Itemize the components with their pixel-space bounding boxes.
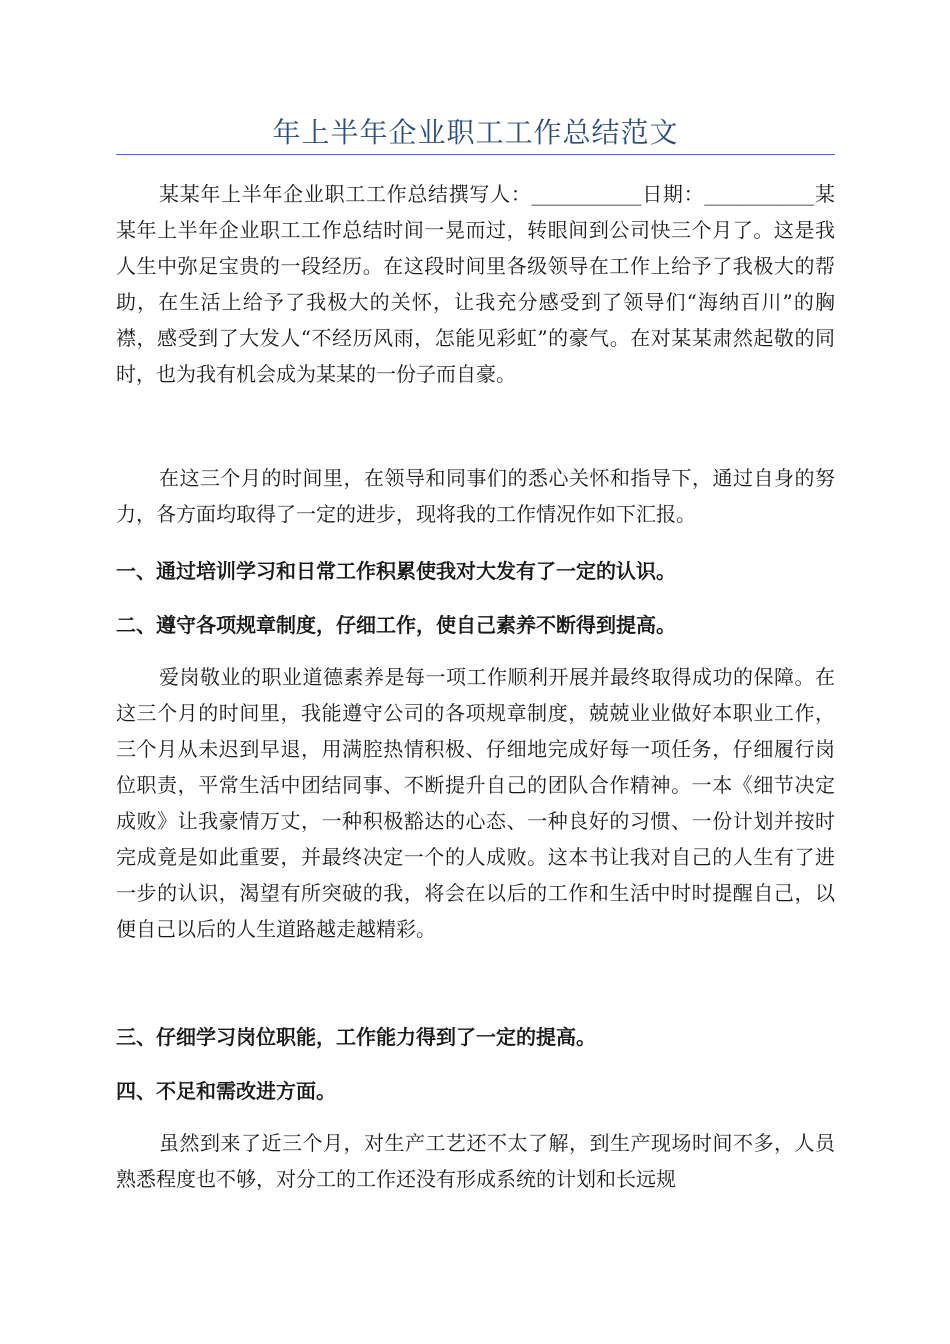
- section-heading-2: 二、遵守各项规章制度，仔细工作，使自己素养不断得到提高。: [116, 613, 676, 637]
- intro-paragraph: 某某年上半年企业职工工作总结撰写人：___________日期：___________某某年上半年企业职工工作总结时间一晃而过，转眼间到公司快三个月了。这是我人生中弥足宝贵的一段经历。在这段时间里各级领导在工作上给予了我极大的帮助，在生活上给予了我极大的关怀，让我充分感受到了领导们“海纳百川”的胸襟，感受到了大发人“不经历风雨，怎能见彩虹”的豪气。在对某某肃然起敬的同时，也为我有机会成为某某的一份子而自豪。: [116, 182, 835, 386]
- professional-ethics-paragraph: 爱岗敬业的职业道德素养是每一项工作顺利开展并最终取得成功的保障。在这三个月的时间里，我能遵守公司的各项规章制度，兢兢业业做好本职业工作，三个月从未迟到早退，用满腔热情积极、仔细地完成好每一项任务，仔细履行岗位职责，平常生活中团结同事、不断提升自己的团队合作精神。一本《细节决定成败》让我豪情万丈，一种积极豁达的心态、一种良好的习惯、一份计划并按时完成竟是如此重要，并最终决定一个的人成败。这本书让我对自己的人生有了进一步的认识，渴望有所突破的我，将会在以后的工作和生活中时时提醒自己，以便自己以后的人生道路越走越精彩。: [116, 665, 835, 941]
- section-heading-1: 一、通过培训学习和日常工作积累使我对大发有了一定的认识。: [116, 559, 676, 583]
- section-heading-3: 三、仔细学习岗位职能，工作能力得到了一定的提高。: [116, 1025, 596, 1049]
- title-underline: [116, 154, 835, 155]
- document-title: 年上半年企业职工工作总结范文: [272, 116, 679, 149]
- section-heading-4: 四、不足和需改进方面。: [116, 1079, 336, 1103]
- progress-paragraph: 在这三个月的时间里，在领导和同事们的悉心关怀和指导下，通过自身的努力，各方面均取得了一定的进步，现将我的工作情况作如下汇报。: [116, 466, 835, 526]
- shortcomings-paragraph: 虽然到来了近三个月，对生产工艺还不太了解，到生产现场时间不多，人员熟悉程度也不够，对分工的工作还没有形成系统的计划和长远规: [116, 1131, 835, 1191]
